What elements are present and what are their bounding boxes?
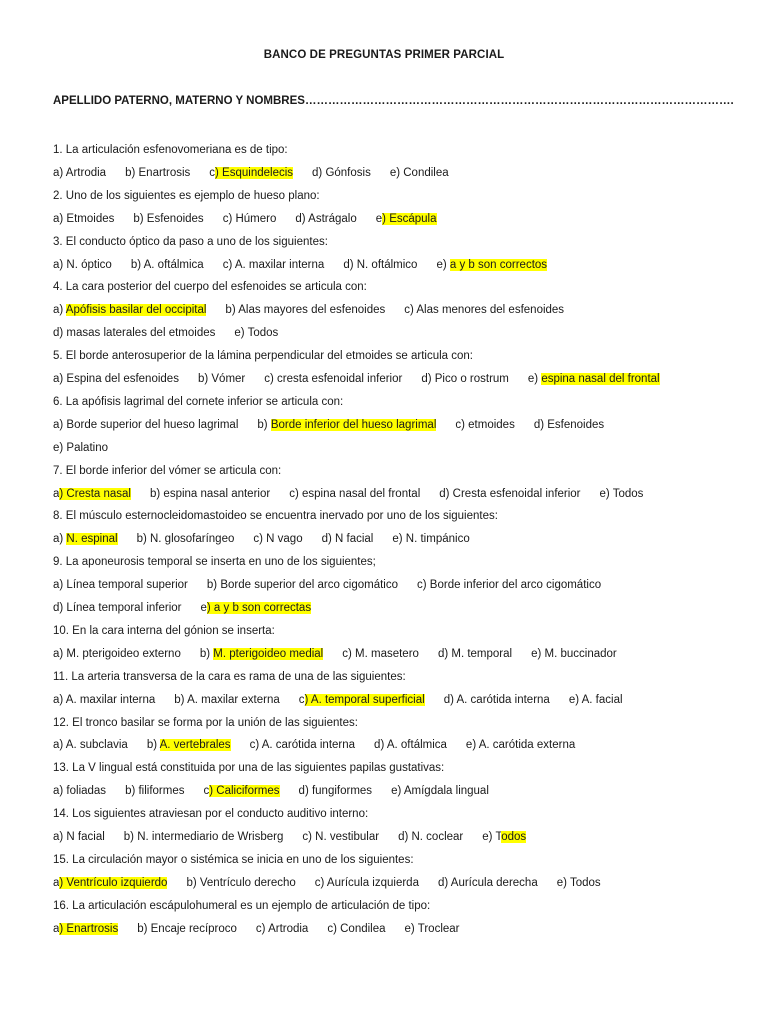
option-text: Aurícula izquierda	[326, 876, 419, 889]
option-prefix: e) T	[482, 831, 502, 843]
option-prefix: d)	[298, 785, 312, 798]
answer-options-row	[53, 371, 753, 387]
option-text: Astrágalo	[308, 212, 357, 225]
option-text: fungiformes	[311, 785, 373, 798]
option-text: ) Caliciformes	[209, 785, 280, 798]
answer-option	[439, 488, 580, 500]
option-prefix: b)	[130, 258, 144, 271]
answer-option	[53, 259, 112, 271]
option-text: A. maxilar interna	[234, 258, 325, 271]
option-prefix: e)	[436, 258, 450, 271]
answer-option	[302, 831, 379, 843]
option-prefix: e)	[53, 441, 67, 454]
option-prefix: d)	[421, 373, 435, 385]
option-text: Alas menores del esfenoides	[416, 304, 565, 317]
option-text: Gónfosis	[325, 166, 371, 179]
option-text: M. buccinador	[544, 647, 617, 660]
option-text: A. oftálmica	[143, 258, 204, 271]
answer-option	[53, 167, 106, 179]
option-prefix: a)	[53, 647, 67, 660]
answer-option	[299, 785, 373, 797]
answer-option	[327, 923, 385, 935]
option-prefix: b)	[199, 647, 214, 660]
answer-option	[207, 579, 398, 591]
option-prefix: e)	[389, 166, 404, 179]
question-text: 14. Los siguientes atraviesan por el conducto auditivo interno:	[53, 808, 369, 821]
option-prefix: b)	[174, 693, 188, 706]
option-prefix: d)	[443, 693, 457, 706]
answer-option	[223, 259, 325, 271]
answer-option	[557, 877, 601, 889]
option-text: Borde inferior del hueso lagrimal	[270, 418, 437, 431]
option-text: N. coclear	[411, 831, 464, 843]
option-text: Apófisis basilar del occipital	[65, 304, 207, 317]
answer-option	[53, 419, 238, 431]
question-text: 5. El borde anterosuperior de la lámina perpendicular del etmoides se articula con:	[53, 350, 473, 363]
option-prefix: d)	[312, 166, 326, 179]
option-prefix: b)	[150, 487, 164, 500]
answer-options-row	[53, 692, 753, 708]
option-text: A. maxilar interna	[65, 693, 156, 706]
answer-options-row	[53, 211, 753, 227]
option-prefix: d)	[53, 327, 67, 340]
question-text: 16. La articulación escápulohumeral es un ejemplo de articulación de tipo:	[53, 899, 431, 912]
answer-option-correct	[53, 923, 118, 935]
option-prefix: b)	[136, 533, 150, 546]
option-prefix: c)	[222, 258, 235, 271]
answer-option	[150, 488, 270, 500]
answer-option	[531, 648, 617, 660]
question-text: 11. La arteria transversa de la cara es rama de una de las siguientes:	[53, 670, 406, 683]
option-text: Etmoides	[66, 212, 115, 225]
question-text: 10. En la cara interna del gónion se inserta:	[53, 624, 275, 637]
answer-option	[421, 373, 509, 385]
option-text: espina nasal del frontal	[301, 487, 421, 500]
answer-option	[322, 533, 374, 545]
answer-option	[53, 579, 188, 591]
option-text: Esfenoides	[547, 418, 605, 431]
option-prefix: c)	[264, 373, 278, 385]
option-text: Todos	[247, 327, 279, 340]
question-text: 12. El tronco basilar se forma por la unión de las siguientes:	[53, 716, 358, 729]
option-prefix: c	[203, 785, 210, 798]
option-prefix: b)	[123, 831, 138, 843]
option-prefix: c)	[222, 212, 236, 225]
option-prefix: c)	[314, 876, 327, 889]
answer-option	[174, 694, 279, 706]
option-prefix: a)	[53, 166, 66, 179]
option-text: Húmero	[235, 212, 277, 225]
answer-option	[125, 785, 184, 797]
option-text: Línea temporal superior	[66, 579, 188, 592]
option-text: ) Ventrículo izquierdo	[59, 876, 168, 889]
option-prefix: b)	[137, 922, 151, 935]
option-text: espina nasal anterior	[163, 487, 271, 500]
option-prefix: a)	[53, 373, 67, 385]
option-prefix: c)	[327, 922, 341, 935]
option-prefix: a)	[53, 693, 66, 706]
answer-option	[315, 877, 419, 889]
answer-option	[225, 304, 385, 316]
answer-options-row	[53, 165, 753, 181]
name-field-label: APELLIDO PATERNO, MATERNO Y NOMBRES………………………………………………………………………………………………….	[53, 95, 734, 107]
answer-option	[124, 831, 284, 843]
option-prefix: c	[209, 166, 216, 179]
answer-option	[374, 739, 447, 751]
option-prefix: d)	[374, 739, 387, 752]
option-prefix: c)	[289, 487, 302, 500]
option-prefix: e)	[556, 876, 570, 889]
option-prefix: e)	[599, 487, 613, 500]
option-text: A. carótida interna	[456, 693, 550, 706]
option-text: Ventrículo derecho	[199, 876, 296, 889]
option-prefix: c	[298, 693, 305, 706]
option-prefix: c)	[249, 739, 262, 752]
option-text: Alas mayores del esfenoides	[238, 304, 386, 317]
answer-option-correct	[204, 785, 280, 797]
answer-option	[53, 442, 108, 454]
answer-options-row	[53, 783, 753, 799]
question-text: 3. El conducto óptico da paso a uno de los siguientes:	[53, 235, 328, 248]
answer-option	[198, 373, 245, 385]
option-text: N facial	[66, 831, 105, 843]
answer-option-correct	[53, 533, 118, 545]
option-text: etmoides	[468, 418, 515, 431]
option-prefix: a)	[53, 533, 67, 546]
option-prefix: c)	[417, 579, 430, 592]
question-text: 13. La V lingual está constituida por una de las siguientes papilas gustativas:	[53, 762, 445, 775]
answer-option	[256, 923, 308, 935]
option-prefix: a	[53, 922, 60, 935]
answer-options-row	[53, 577, 753, 593]
option-text: N. óptico	[66, 258, 112, 271]
option-text: Amígdala lingual	[403, 785, 489, 798]
option-text: N. vestibular	[315, 831, 380, 843]
option-prefix: d)	[439, 487, 453, 500]
option-text: ) Escápula	[382, 212, 437, 225]
answer-option-correct	[147, 739, 231, 751]
answer-option	[405, 923, 460, 935]
option-text: N vago	[266, 533, 303, 546]
answer-option-correct	[53, 877, 167, 889]
answer-option	[398, 831, 463, 843]
answer-options-row	[53, 531, 753, 547]
option-text: ) a y b son correctas	[206, 602, 312, 614]
answer-option	[438, 648, 512, 660]
answer-options-row	[53, 829, 753, 845]
option-prefix: d)	[437, 876, 451, 889]
option-prefix: b)	[125, 785, 139, 798]
question-text: 4. La cara posterior del cuerpo del esfenoides se articula con:	[53, 281, 367, 294]
answer-option	[390, 167, 449, 179]
option-text: M. temporal	[451, 647, 513, 660]
option-text: Artrodia	[268, 922, 309, 935]
option-text: N. espinal	[66, 533, 118, 546]
option-text: Palatino	[66, 441, 108, 454]
option-prefix: b)	[186, 876, 200, 889]
option-prefix: b)	[133, 212, 147, 225]
option-text: A. carótida externa	[478, 739, 576, 752]
answer-option	[53, 648, 181, 660]
answer-option	[342, 648, 419, 660]
option-prefix: c)	[342, 647, 356, 660]
option-prefix: e	[200, 602, 207, 614]
answer-option	[137, 533, 235, 545]
option-text: N. oftálmico	[356, 258, 418, 271]
option-text: odos	[501, 831, 527, 843]
option-prefix: c)	[253, 533, 267, 546]
answer-option-correct	[257, 419, 436, 431]
option-text: Espina del esfenoides	[66, 373, 179, 385]
option-prefix: e)	[568, 693, 582, 706]
option-prefix: d)	[437, 647, 452, 660]
option-text: Línea temporal inferior	[66, 602, 182, 614]
answer-option-correct	[209, 167, 293, 179]
answer-option	[53, 327, 215, 339]
answer-option-correct	[53, 304, 206, 316]
option-text: A. carótida interna	[261, 739, 356, 752]
option-prefix: a)	[53, 258, 67, 271]
option-prefix: e)	[531, 647, 545, 660]
option-prefix: a)	[53, 579, 67, 592]
answer-option	[404, 304, 564, 316]
option-prefix: b)	[197, 373, 212, 385]
answer-options-row	[53, 440, 753, 456]
answer-option	[569, 694, 623, 706]
question-text: 6. La apófisis lagrimal del cornete inferior se articula con:	[53, 395, 344, 408]
question-text: 15. La circulación mayor o sistémica se inicia en uno de los siguientes:	[53, 853, 414, 866]
answer-option	[392, 533, 469, 545]
option-prefix: d)	[343, 258, 357, 271]
question-text: 7. El borde inferior del vómer se articula con:	[53, 464, 282, 477]
answer-option	[53, 785, 106, 797]
answer-options-row	[53, 875, 753, 891]
option-text: Condilea	[340, 922, 386, 935]
answer-option-correct	[299, 694, 425, 706]
answer-option-correct	[482, 831, 526, 843]
question-text: 8. El músculo esternocleidomastoideo se encuentra inervado por uno de los siguientes:	[53, 510, 498, 523]
answer-option	[53, 831, 105, 843]
answer-option	[186, 877, 295, 889]
option-prefix: c)	[455, 418, 469, 431]
option-text: M. pterigoideo medial	[213, 647, 324, 660]
answer-option	[125, 167, 190, 179]
answer-options-row	[53, 646, 753, 662]
answer-option	[53, 213, 114, 225]
option-text: a y b son correctos	[449, 258, 548, 271]
option-prefix: c)	[302, 831, 316, 843]
option-prefix: b)	[257, 418, 271, 431]
option-prefix: d)	[321, 533, 336, 546]
option-prefix: e)	[392, 533, 406, 546]
option-text: N. intermediario de Wrisberg	[137, 831, 284, 843]
option-text: A. subclavia	[65, 739, 128, 752]
answer-option	[53, 739, 128, 751]
answer-option	[223, 213, 277, 225]
option-prefix: d)	[533, 418, 548, 431]
option-prefix: e)	[391, 785, 404, 798]
answer-option	[455, 419, 514, 431]
option-prefix: e)	[234, 327, 248, 340]
answer-option-correct	[200, 602, 311, 614]
option-text: ) A. temporal superficial	[304, 693, 425, 706]
option-prefix: d)	[398, 831, 412, 843]
answer-option	[53, 694, 155, 706]
option-text: foliadas	[66, 785, 107, 798]
answer-option	[417, 579, 601, 591]
option-text: M. pterigoideo externo	[66, 647, 181, 660]
option-prefix: a)	[53, 739, 66, 752]
answer-option	[312, 167, 371, 179]
answer-option	[343, 259, 417, 271]
option-text: Encaje recíproco	[150, 922, 237, 935]
option-text: Todos	[569, 876, 601, 889]
answer-option	[391, 785, 489, 797]
option-text: Troclear	[417, 922, 460, 935]
answer-option-correct	[53, 488, 131, 500]
answer-option-correct	[200, 648, 323, 660]
option-prefix: a	[53, 876, 60, 889]
option-prefix: a)	[53, 785, 67, 798]
option-prefix: a)	[53, 831, 67, 843]
option-prefix: b)	[206, 579, 221, 592]
question-text: 2. Uno de los siguientes es ejemplo de hueso plano:	[53, 189, 320, 202]
answer-option-correct	[436, 259, 547, 271]
option-text: N facial	[335, 533, 374, 546]
option-prefix: e)	[527, 373, 542, 385]
answer-options-row	[53, 257, 753, 273]
answer-option	[250, 739, 355, 751]
answer-option	[466, 739, 575, 751]
option-prefix: e	[375, 212, 383, 225]
answer-option	[133, 213, 203, 225]
option-text: A. oftálmica	[386, 739, 447, 752]
option-text: Todos	[612, 487, 644, 500]
option-text: espina nasal del frontal	[541, 373, 660, 385]
answer-options-row	[53, 486, 753, 502]
option-text: Borde superior del hueso lagrimal	[66, 418, 239, 431]
answer-option	[438, 877, 538, 889]
option-text: M. masetero	[355, 647, 419, 660]
question-text: 1. La articulación esfenovomeriana es de tipo:	[53, 144, 288, 156]
answer-option-correct	[376, 213, 437, 225]
answer-option	[53, 602, 181, 614]
option-prefix: e)	[404, 922, 418, 935]
option-text: Borde inferior del arco cigomático	[429, 579, 602, 592]
option-text: Cresta esfenoidal inferior	[452, 487, 581, 500]
option-text: A. vertebrales	[159, 739, 231, 752]
option-prefix: a)	[53, 418, 67, 431]
option-prefix: b)	[225, 304, 239, 317]
answer-option	[534, 419, 604, 431]
option-text: masas laterales del etmoides	[66, 327, 216, 340]
question-text: 9. La aponeurosis temporal se inserta en uno de los siguientes;	[53, 556, 376, 569]
answer-options-row	[53, 600, 753, 616]
option-text: Pico o rostrum	[434, 373, 509, 385]
page-title: BANCO DE PREGUNTAS PRIMER PARCIAL	[263, 49, 505, 61]
answer-option	[131, 259, 204, 271]
answer-option	[253, 533, 302, 545]
option-prefix: a)	[53, 304, 66, 317]
answer-options-row	[53, 325, 753, 341]
option-text: A. maxilar externa	[187, 693, 280, 706]
option-prefix: b)	[146, 739, 160, 752]
answer-options-row	[53, 417, 753, 433]
option-prefix: d)	[53, 602, 67, 614]
option-prefix: c)	[255, 922, 269, 935]
answer-options-row	[53, 921, 753, 937]
answer-option	[444, 694, 550, 706]
option-prefix: b)	[125, 166, 139, 179]
answer-options-row	[53, 737, 753, 753]
option-text: Aurícula derecha	[450, 876, 538, 889]
answer-option	[600, 488, 644, 500]
option-text: ) Enartrosis	[59, 922, 119, 935]
answer-option	[234, 327, 278, 339]
option-prefix: c)	[404, 304, 417, 317]
option-text: Enartrosis	[138, 166, 191, 179]
option-text: Esfenoides	[146, 212, 204, 225]
option-text: Vómer	[211, 373, 246, 385]
answer-options-row	[53, 302, 753, 318]
answer-option	[295, 213, 356, 225]
option-text: N. glosofaríngeo	[149, 533, 235, 546]
answer-option	[264, 373, 402, 385]
option-text: Borde superior del arco cigomático	[220, 579, 399, 592]
option-text: ) Esquindelecis	[215, 166, 294, 179]
option-text: A. facial	[581, 693, 623, 706]
option-prefix: d)	[295, 212, 309, 225]
option-prefix: a)	[53, 212, 67, 225]
option-text: N. timpánico	[405, 533, 470, 546]
option-text: cresta esfenoidal inferior	[277, 373, 403, 385]
option-text: Artrodia	[65, 166, 107, 179]
option-prefix: a	[53, 487, 60, 500]
answer-option	[289, 488, 420, 500]
option-prefix: e)	[465, 739, 479, 752]
answer-option-correct	[528, 373, 660, 385]
option-text: ) Cresta nasal	[59, 487, 131, 500]
option-text: filiformes	[138, 785, 185, 798]
answer-option	[53, 373, 179, 385]
answer-option	[137, 923, 237, 935]
option-text: Condilea	[403, 166, 449, 179]
